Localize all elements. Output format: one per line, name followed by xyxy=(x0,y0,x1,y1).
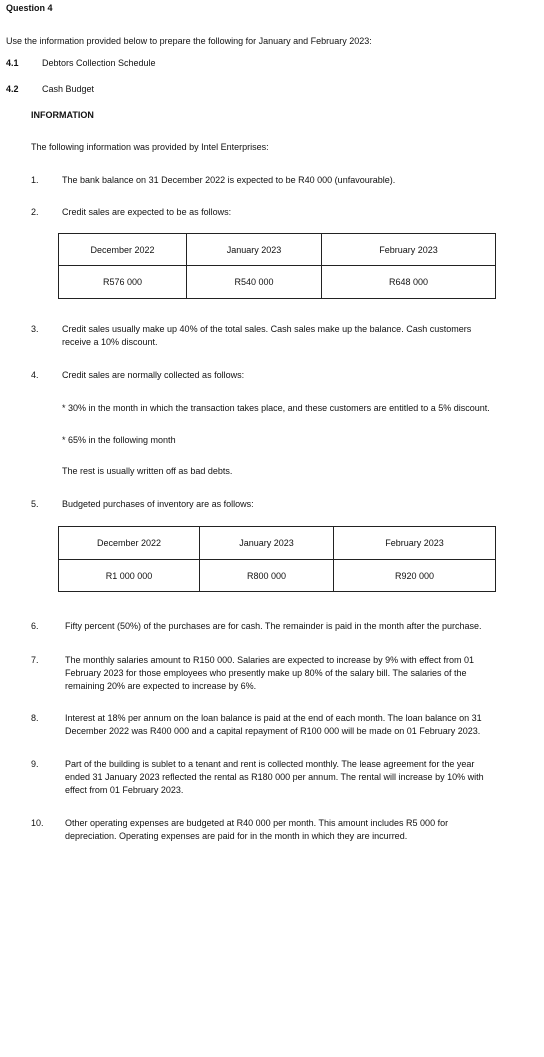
information-intro: The following information was provided by Intel Enterprises: xyxy=(31,142,269,152)
item-number: 2. xyxy=(31,207,39,217)
table-row xyxy=(59,266,496,299)
value-cell: R920 000 xyxy=(334,560,496,592)
month-header-cell: February 2023 xyxy=(322,234,496,266)
item-text: Fifty percent (50%) of the purchases are for cash. The remainder is paid in the month after the purchase. xyxy=(65,621,482,631)
task-number: 4.1 xyxy=(6,58,19,68)
item-text: Other operating expenses are budgeted at R40 000 per month. This amount includes R5 000 for depreciation. Operating expenses are paid for in the month in which they are incurred. xyxy=(65,818,449,841)
value-cell: R540 000 xyxy=(187,266,322,299)
item-number: 6. xyxy=(31,621,39,631)
bad-debts-note: The rest is usually written off as bad debts. xyxy=(62,466,233,476)
instruction-text: Use the information provided below to prepare the following for January and February 2023: xyxy=(6,36,372,46)
item-text: Credit sales are normally collected as follows: xyxy=(62,370,245,380)
item-text: Budgeted purchases of inventory are as follows: xyxy=(62,499,254,509)
item-number: 3. xyxy=(31,324,39,334)
information-heading: INFORMATION xyxy=(31,110,94,120)
table-row xyxy=(59,560,496,592)
item-number: 7. xyxy=(31,655,39,665)
month-header-cell: February 2023 xyxy=(334,527,496,560)
item-text: Interest at 18% per annum on the loan balance is paid at the end of each month. The loan balance on 31 December 2022 was R400 000 and a capital repayment of R100 000 will be made on 01 February 2023. xyxy=(65,713,482,736)
table-header-row xyxy=(59,527,496,560)
value-cell: R648 000 xyxy=(322,266,496,299)
month-header-cell: January 2023 xyxy=(187,234,322,266)
item-text: Credit sales usually make up 40% of the total sales. Cash sales make up the balance. Cash customers receive a 10% discount. xyxy=(62,324,472,347)
month-header-cell: December 2022 xyxy=(59,527,200,560)
question-title: Question 4 xyxy=(6,3,53,13)
month-header-cell: January 2023 xyxy=(200,527,334,560)
value-cell: R1 000 000 xyxy=(59,560,200,592)
collection-term: * 30% in the month in which the transaction takes place, and these customers are entitled to a 5% discount. xyxy=(62,403,490,413)
item-text: Part of the building is sublet to a tenant and rent is collected monthly. The lease agreement for the year ended 31 January 2023 reflected the rental as R180 000 per annum. The rental will increase by 10% with effect from 01 February 2023. xyxy=(65,759,484,795)
purchases-table xyxy=(58,526,496,592)
item-number: 4. xyxy=(31,370,39,380)
task-label: Debtors Collection Schedule xyxy=(42,58,156,68)
item-number: 8. xyxy=(31,713,39,723)
collection-term: * 65% in the following month xyxy=(62,435,176,445)
item-text: Credit sales are expected to be as follows: xyxy=(62,207,232,217)
value-cell: R800 000 xyxy=(200,560,334,592)
item-text: The bank balance on 31 December 2022 is expected to be R40 000 (unfavourable). xyxy=(62,175,396,185)
item-number: 10. xyxy=(31,818,44,828)
task-number: 4.2 xyxy=(6,84,19,94)
item-number: 1. xyxy=(31,175,39,185)
task-label: Cash Budget xyxy=(42,84,95,94)
month-header-cell: December 2022 xyxy=(59,234,187,266)
item-number: 5. xyxy=(31,499,39,509)
credit-sales-table xyxy=(58,233,496,299)
item-text: The monthly salaries amount to R150 000. Salaries are expected to increase by 9% with effect from 01 February 2023 for those employees who presently make up 80% of the salary bill. The salaries of the remaining 20% are expected to increase by 6%. xyxy=(65,655,475,691)
item-number: 9. xyxy=(31,759,39,769)
table-header-row xyxy=(59,234,496,266)
value-cell: R576 000 xyxy=(59,266,187,299)
